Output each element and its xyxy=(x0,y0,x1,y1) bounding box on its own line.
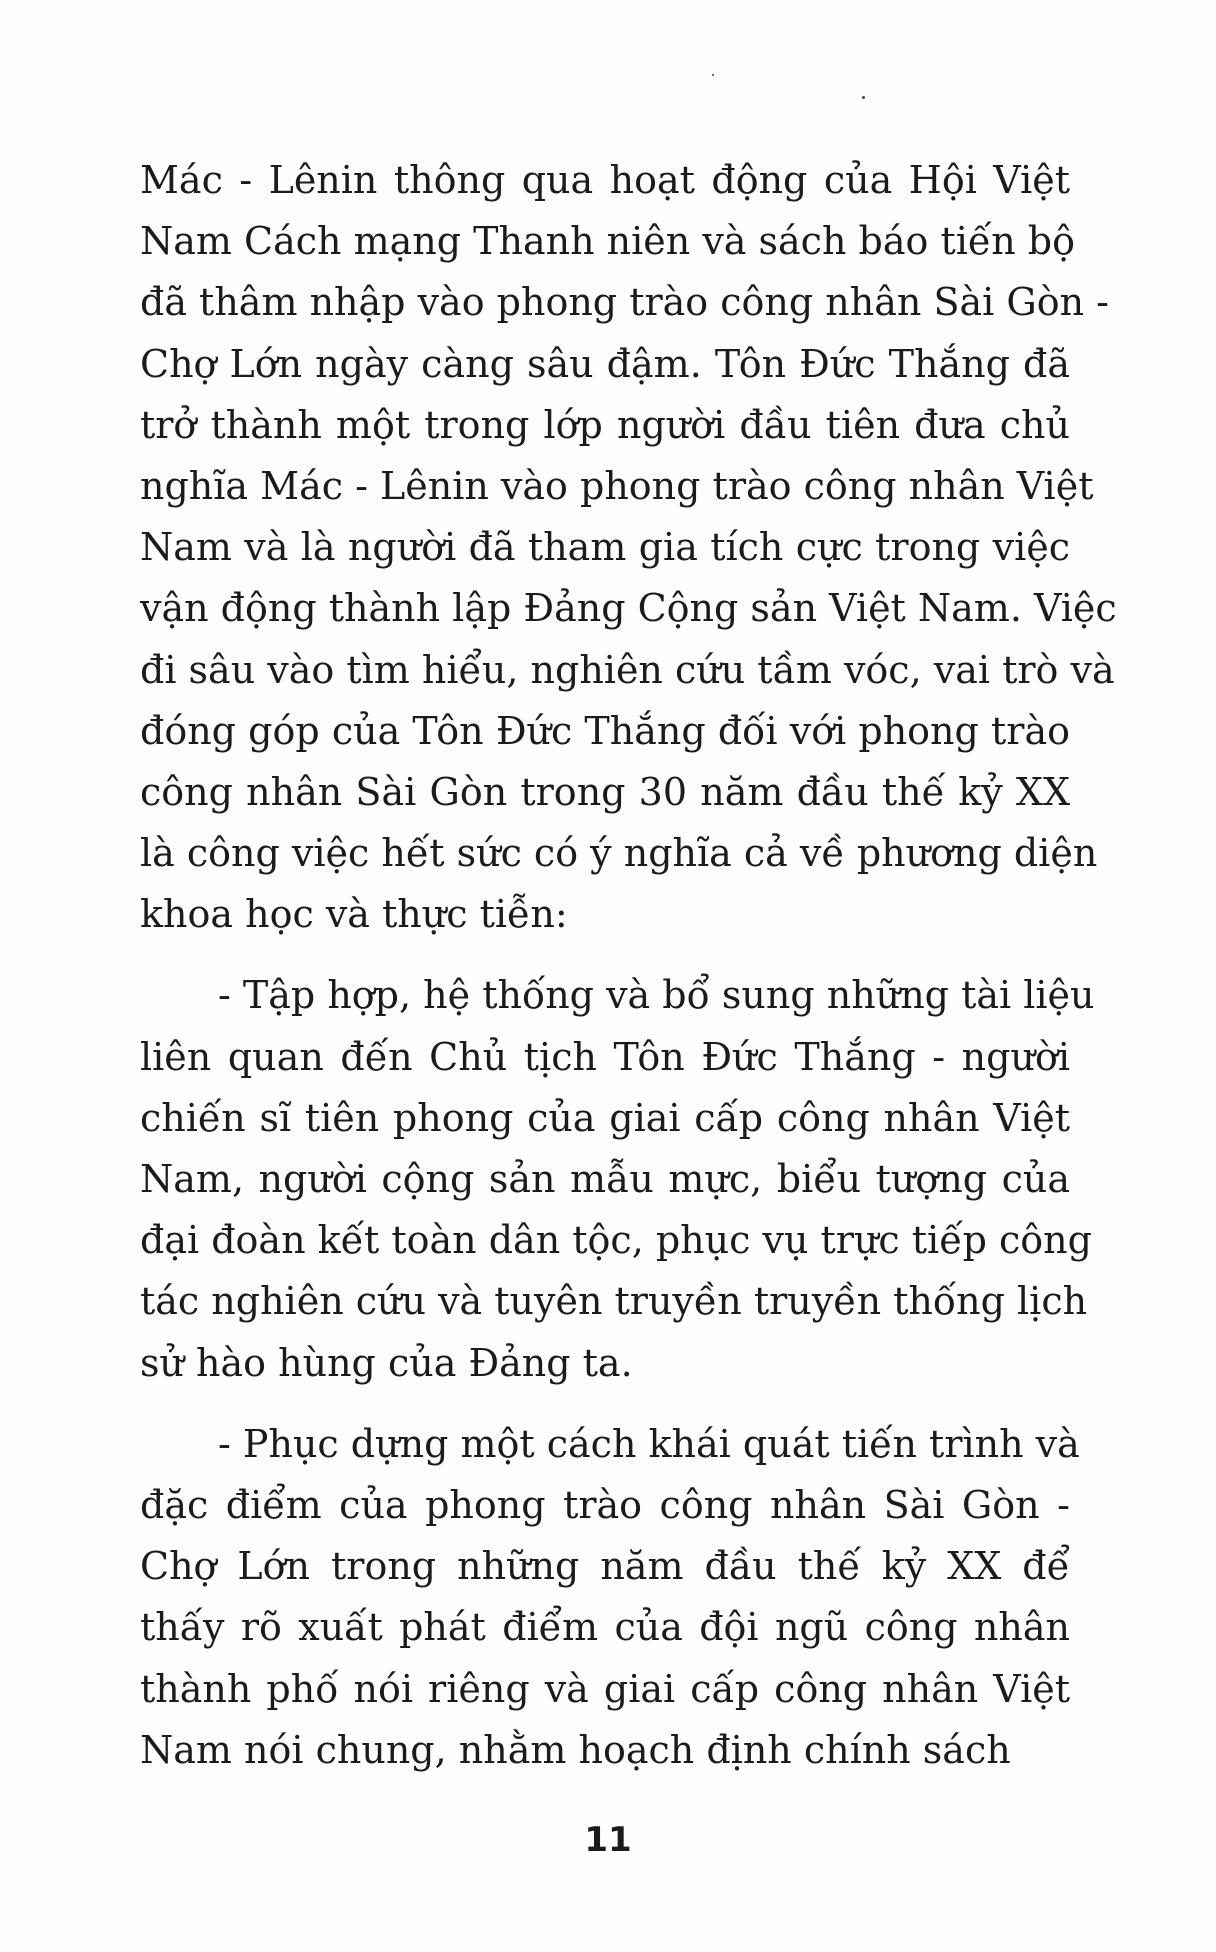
text-line: trở thành một trong lớp người đầu tiên đưa chủ xyxy=(140,402,1070,447)
text-line: công nhân Sài Gòn trong 30 năm đầu thế kỷ XX xyxy=(140,769,1070,814)
text-line: Nam và là người đã tham gia tích cực trong việc xyxy=(140,525,1070,570)
text-line: chiến sĩ tiên phong của giai cấp công nhân Việt xyxy=(140,1095,1070,1140)
text-line: sử hào hùng của Đảng ta. xyxy=(140,1340,633,1385)
text-line: Chợ Lớn ngày càng sâu đậm. Tôn Đức Thắng đã xyxy=(140,341,1070,386)
text-line: nghĩa Mác - Lênin vào phong trào công nhân Việt xyxy=(140,463,1094,508)
text-line: Nam Cách mạng Thanh niên và sách báo tiến bộ xyxy=(140,219,1076,264)
text-line: - Phục dựng một cách khái quát tiến trình và xyxy=(218,1421,1080,1466)
text-line: đã thâm nhập vào phong trào công nhân Sài Gòn - xyxy=(140,280,1109,325)
page-number: 11 xyxy=(584,1820,632,1860)
text-line: đại đoàn kết toàn dân tộc, phục vụ trực tiếp công xyxy=(140,1218,1092,1263)
body-text xyxy=(140,150,1117,1781)
text-line: là công việc hết sức có ý nghĩa cả về phương diện xyxy=(140,831,1098,876)
scan-speck xyxy=(862,96,865,99)
paragraph-gap xyxy=(140,1394,1070,1414)
paragraph xyxy=(140,150,1117,945)
text-line: Mác - Lênin thông qua hoạt động của Hội Việt xyxy=(140,158,1070,202)
text-line: đi sâu vào tìm hiểu, nghiên cứu tầm vóc, vai trò và xyxy=(140,647,1115,692)
paragraph xyxy=(140,965,1095,1393)
text-line: tác nghiên cứu và tuyên truyền truyền thống lịch xyxy=(140,1279,1088,1324)
text-line: Nam, người cộng sản mẫu mực, biểu tượng của xyxy=(140,1157,1070,1201)
text-line: liên quan đến Chủ tịch Tôn Đức Thắng - người xyxy=(140,1034,1070,1079)
scan-speck xyxy=(712,74,714,76)
text-line: đóng góp của Tôn Đức Thắng đối với phong trào xyxy=(140,708,1070,753)
text-line: đặc điểm của phong trào công nhân Sài Gòn - xyxy=(140,1482,1070,1527)
text-line: khoa học và thực tiễn: xyxy=(140,892,568,937)
text-line: vận động thành lập Đảng Cộng sản Việt Nam. Việc xyxy=(140,586,1117,631)
text-line: thành phố nói riêng và giai cấp công nhân Việt xyxy=(140,1666,1070,1711)
text-line: thấy rõ xuất phát điểm của đội ngũ công nhân xyxy=(140,1605,1070,1650)
paragraph-gap xyxy=(140,945,1070,965)
text-line: Nam nói chung, nhằm hoạch định chính sách xyxy=(140,1727,1011,1772)
text-line: Chợ Lớn trong những năm đầu thế kỷ XX để xyxy=(140,1544,1070,1589)
text-line: - Tập hợp, hệ thống và bổ sung những tài liệu xyxy=(218,973,1095,1018)
paragraph xyxy=(140,1414,1080,1781)
